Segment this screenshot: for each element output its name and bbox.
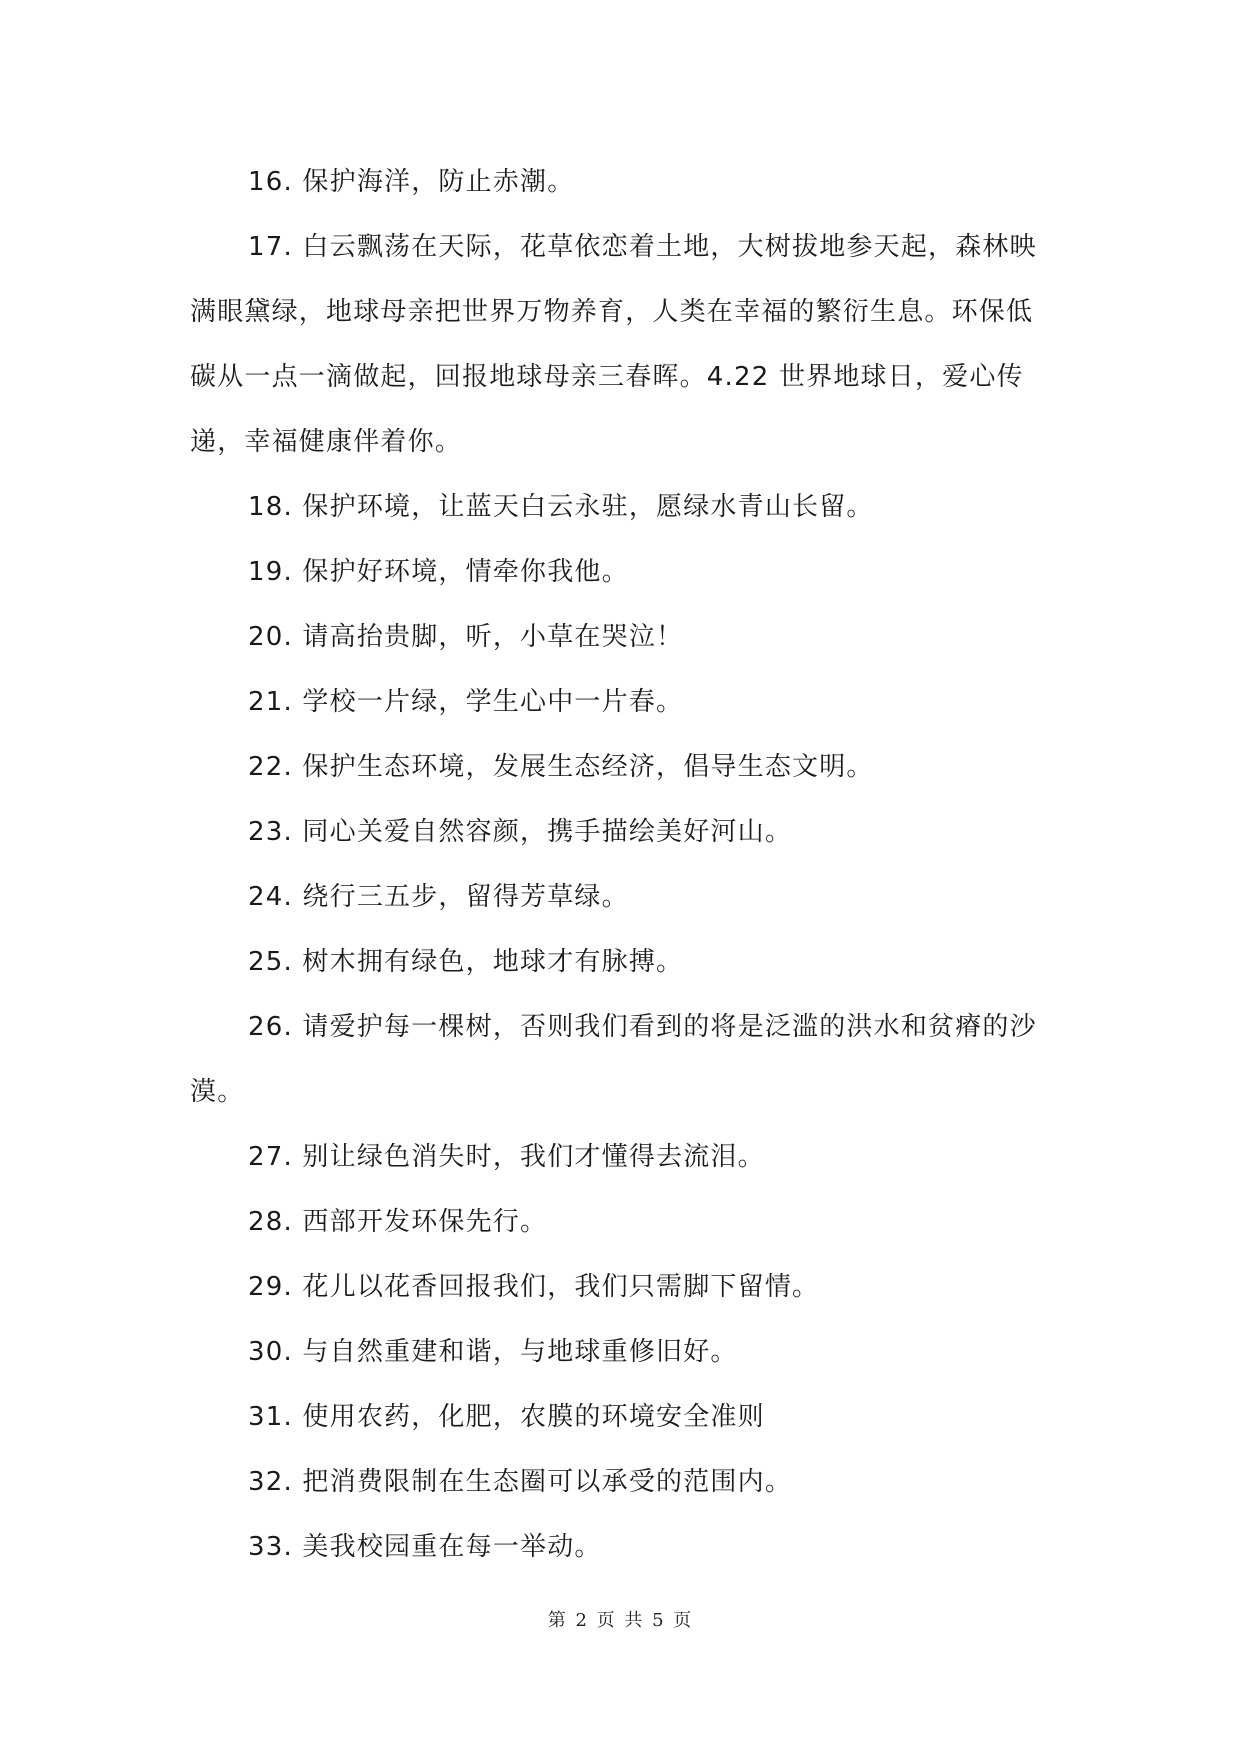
paragraph-33: 33. 美我校园重在每一举动。 <box>248 1532 602 1562</box>
paragraph-26: 26. 请爱护每一棵树，否则我们看到的将是泛滥的洪水和贫瘠的沙漠。 <box>190 1012 1037 1107</box>
paragraph-28: 28. 西部开发环保先行。 <box>248 1207 548 1237</box>
paragraph-25: 25. 树木拥有绿色，地球才有脉搏。 <box>248 947 684 977</box>
paragraph-18: 18. 保护环境，让蓝天白云永驻，愿绿水青山长留。 <box>248 492 874 522</box>
document-body <box>190 150 1060 1580</box>
paragraph-22: 22. 保护生态环境，发展生态经济，倡导生态文明。 <box>248 752 874 782</box>
paragraph-24: 24. 绕行三五步，留得芳草绿。 <box>248 882 629 912</box>
paragraph-32: 32. 把消费限制在生态圈可以承受的范围内。 <box>248 1467 793 1497</box>
paragraph-20: 20. 请高抬贵脚，听，小草在哭泣！ <box>248 622 684 652</box>
paragraph-31: 31. 使用农药，化肥，农膜的环境安全准则 <box>248 1402 765 1432</box>
paragraph-16: 16. 保护海洋，防止赤潮。 <box>248 167 575 197</box>
paragraph-27: 27. 别让绿色消失时，我们才懂得去流泪。 <box>248 1142 765 1172</box>
paragraph-19: 19. 保护好环境，情牵你我他。 <box>248 557 629 587</box>
paragraph-23: 23. 同心关爱自然容颜，携手描绘美好河山。 <box>248 817 793 847</box>
page-number-footer: 第 2 页 共 5 页 <box>547 1610 694 1631</box>
paragraph-30: 30. 与自然重建和谐，与地球重修旧好。 <box>248 1337 738 1367</box>
paragraph-17: 17. 白云飘荡在天际，花草依恋着土地，大树拔地参天起，森林映满眼黛绿，地球母亲把世界万物养育，人类在幸福的繁衍生息。环保低碳从一点一滴做起，回报地球母亲三春晖。4.22 世界地球日，爱心传递，幸福健康伴着你。 <box>190 232 1037 457</box>
paragraph-21: 21. 学校一片绿，学生心中一片春。 <box>248 687 684 717</box>
paragraph-29: 29. 花儿以花香回报我们，我们只需脚下留情。 <box>248 1272 820 1302</box>
